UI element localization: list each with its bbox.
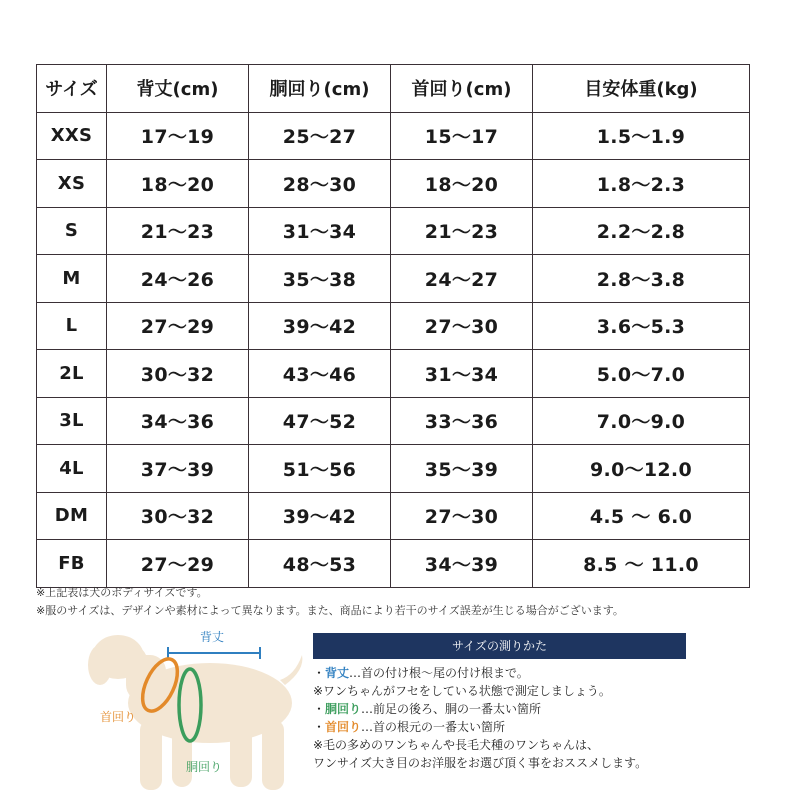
table-cell: 30〜32 <box>107 350 249 398</box>
term-neck: 首回り <box>325 720 362 734</box>
table-row <box>37 255 750 303</box>
measure-note-line: ※毛の多めのワンちゃんや長毛犬種のワンちゃんは、 <box>313 738 600 752</box>
table-cell: 3.6〜5.3 <box>533 302 750 350</box>
table-row <box>37 397 750 445</box>
table-cell: 25〜27 <box>249 112 391 160</box>
table-cell: 17〜19 <box>107 112 249 160</box>
table-header-row <box>37 65 750 113</box>
measure-item-neck: ・首回り…首の根元の一番太い箇所 <box>313 720 506 734</box>
table-cell: 2.8〜3.8 <box>533 255 750 303</box>
table-cell: 4.5 〜 6.0 <box>533 492 750 540</box>
table-cell: 39〜42 <box>249 492 391 540</box>
table-cell: 5.0〜7.0 <box>533 350 750 398</box>
table-cell: 39〜42 <box>249 302 391 350</box>
measure-guide-title: サイズの測りかた <box>313 633 686 659</box>
table-row <box>37 302 750 350</box>
header-neck: 首回り(cm) <box>391 65 533 113</box>
table-cell: 31〜34 <box>391 350 533 398</box>
size-label-cell: 2L <box>37 350 107 398</box>
table-cell: 24〜27 <box>391 255 533 303</box>
table-cell: 15〜17 <box>391 112 533 160</box>
table-cell: 35〜39 <box>391 445 533 493</box>
table-row <box>37 160 750 208</box>
table-cell: 18〜20 <box>107 160 249 208</box>
label-neck: 首回り <box>100 710 137 724</box>
table-cell: 33〜36 <box>391 397 533 445</box>
size-label-cell: M <box>37 255 107 303</box>
table-row <box>37 112 750 160</box>
table-cell: 8.5 〜 11.0 <box>533 540 750 588</box>
measure-note-back: ※ワンちゃんがフセをしている状態で測定しましょう。 <box>313 684 611 698</box>
table-cell: 30〜32 <box>107 492 249 540</box>
size-label-cell: S <box>37 207 107 255</box>
header-chest: 胴回り(cm) <box>249 65 391 113</box>
table-cell: 27〜29 <box>107 540 249 588</box>
size-label-cell: L <box>37 302 107 350</box>
header-back-length: 背丈(cm) <box>107 65 249 113</box>
table-cell: 47〜52 <box>249 397 391 445</box>
dog-measure-diagram <box>80 625 310 800</box>
table-cell: 51〜56 <box>249 445 391 493</box>
table-cell: 34〜39 <box>391 540 533 588</box>
table-cell: 48〜53 <box>249 540 391 588</box>
label-back-length: 背丈 <box>200 630 225 644</box>
header-size: サイズ <box>37 65 107 113</box>
table-cell: 24〜26 <box>107 255 249 303</box>
table-cell: 1.5〜1.9 <box>533 112 750 160</box>
size-label-cell: XS <box>37 160 107 208</box>
table-cell: 7.0〜9.0 <box>533 397 750 445</box>
table-row <box>37 492 750 540</box>
table-cell: 27〜30 <box>391 302 533 350</box>
table-cell: 18〜20 <box>391 160 533 208</box>
table-cell: 21〜23 <box>107 207 249 255</box>
table-cell: 37〜39 <box>107 445 249 493</box>
size-label-cell: 3L <box>37 397 107 445</box>
table-cell: 27〜30 <box>391 492 533 540</box>
term-back: 背丈 <box>325 666 350 680</box>
table-row <box>37 350 750 398</box>
note-line: ※上記表は犬のボディサイズです。 <box>36 586 208 599</box>
label-chest: 胴回り <box>186 760 223 774</box>
size-label-cell: DM <box>37 492 107 540</box>
term-chest: 胴回り <box>325 702 362 716</box>
table-cell: 9.0〜12.0 <box>533 445 750 493</box>
notes <box>36 584 624 620</box>
table-row <box>37 445 750 493</box>
table-cell: 28〜30 <box>249 160 391 208</box>
table-cell: 35〜38 <box>249 255 391 303</box>
note-line: ※服のサイズは、デザインや素材によって異なります。また、商品により若干のサイズ誤差が生じる場合がございます。 <box>36 604 624 617</box>
dog-illustration <box>80 625 310 800</box>
measure-item-back: ・背丈…首の付け根〜尾の付け根まで。 <box>313 666 529 680</box>
table-row <box>37 207 750 255</box>
measure-item-chest: ・胴回り…前足の後ろ、胴の一番太い箇所 <box>313 702 542 716</box>
size-label-cell: 4L <box>37 445 107 493</box>
table-cell: 21〜23 <box>391 207 533 255</box>
table-cell: 31〜34 <box>249 207 391 255</box>
table-cell: 43〜46 <box>249 350 391 398</box>
table-cell: 1.8〜2.3 <box>533 160 750 208</box>
size-table <box>36 64 750 588</box>
table-cell: 34〜36 <box>107 397 249 445</box>
measure-guide-list <box>313 664 647 772</box>
table-cell: 27〜29 <box>107 302 249 350</box>
measure-note-line: ワンサイズ大き目のお洋服をお選び頂く事をおススメします。 <box>313 756 648 770</box>
table-row <box>37 540 750 588</box>
table-cell: 2.2〜2.8 <box>533 207 750 255</box>
header-weight: 目安体重(kg) <box>533 65 750 113</box>
size-label-cell: XXS <box>37 112 107 160</box>
size-label-cell: FB <box>37 540 107 588</box>
